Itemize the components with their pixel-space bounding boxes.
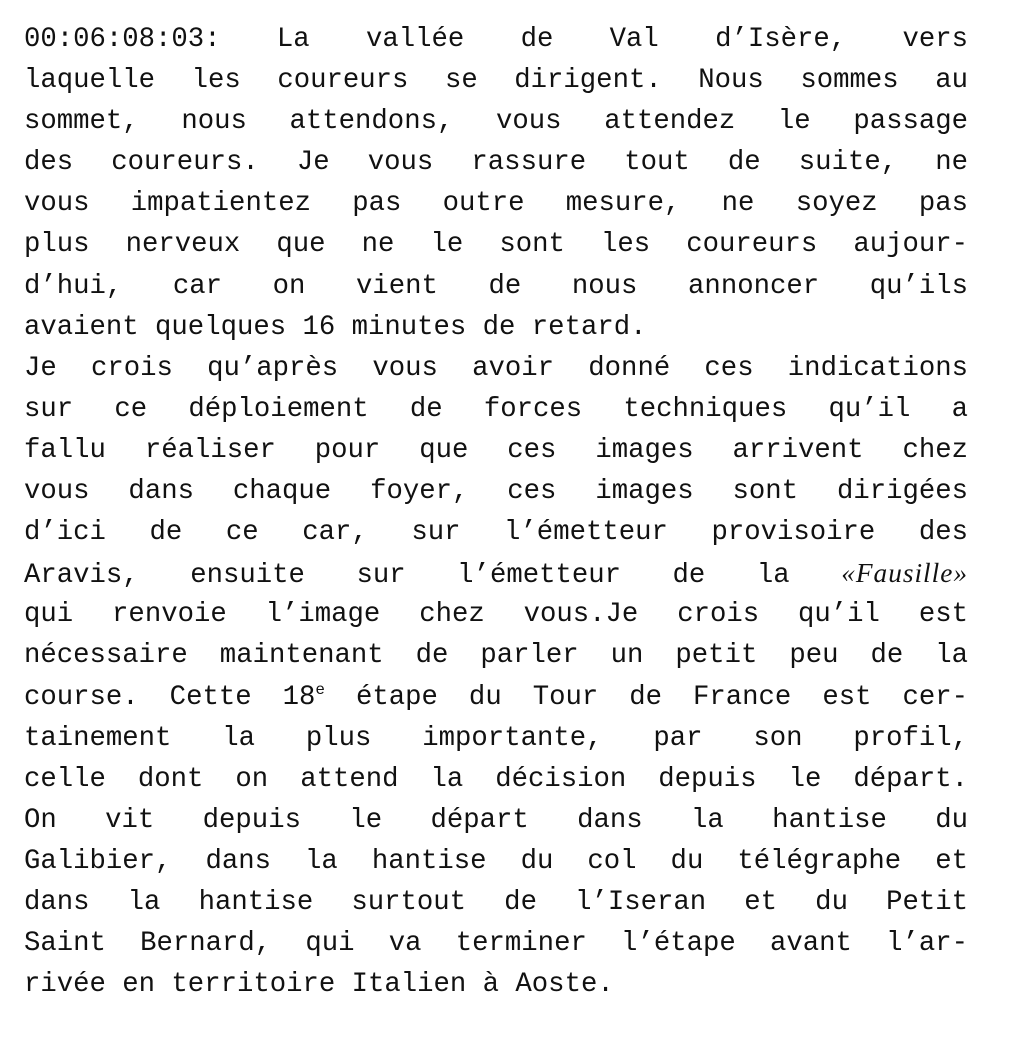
text-segment: course. Cette 18 [24,681,316,713]
text-line: tainement la plus importante, par son profil, [24,722,968,754]
text-line: On vit depuis le départ dans la hantise du [24,804,968,836]
text-segment: Aravis, ensuite sur l’émetteur de la [24,560,790,592]
text-line: dans la hantise surtout de l’Iseran et du Petit [24,886,968,918]
text-line: rivée en territoire Italien à Aoste. [24,969,614,1001]
text-line: avaient quelques 16 minutes de retard. [24,311,647,343]
text-line: nécessaire maintenant de parler un petit peu de la [24,640,968,672]
text-line: celle dont on attend la décision depuis le départ. [24,763,968,795]
text-line: vous impatientez pas outre mesure, ne soyez pas [24,188,968,220]
text-line: d’ici de ce car, sur l’émetteur provisoire des [24,517,968,549]
text-line: fallu réaliser pour que ces images arrivent chez [24,434,968,466]
text-line: qui renvoie l’image chez vous.Je crois qu’il est [24,599,968,631]
text-line: laquelle les coureurs se dirigent. Nous sommes au [24,65,968,97]
text-segment: étape du Tour de France est cer- [356,681,969,713]
superscript: e [315,680,325,699]
text-line: sommet, nous attendons, vous attendez le passage [24,106,968,138]
italic-quote: «Fausille» [841,558,968,589]
text-line: plus nerveux que ne le sont les coureurs aujour- [24,229,968,261]
text-line: 00:06:08:03: La vallée de Val d’Isère, vers [24,24,968,55]
text-line: d’hui, car on vient de nous annoncer qu’ils [24,270,968,302]
text-line: vous dans chaque foyer, ces images sont dirigées [24,476,968,508]
text-line [24,553,968,594]
text-line: Je crois qu’après vous avoir donné ces indications [24,352,968,384]
transcript-text [24,19,968,1005]
text-line: Galibier, dans la hantise du col du télégraphe et [24,845,968,877]
text-line: Saint Bernard, qui va terminer l’étape avant l’ar- [24,928,968,960]
text-line: des coureurs. Je vous rassure tout de suite, ne [24,147,968,179]
text-line: sur ce déploiement de forces techniques qu’il a [24,393,968,425]
text-line [24,677,968,718]
